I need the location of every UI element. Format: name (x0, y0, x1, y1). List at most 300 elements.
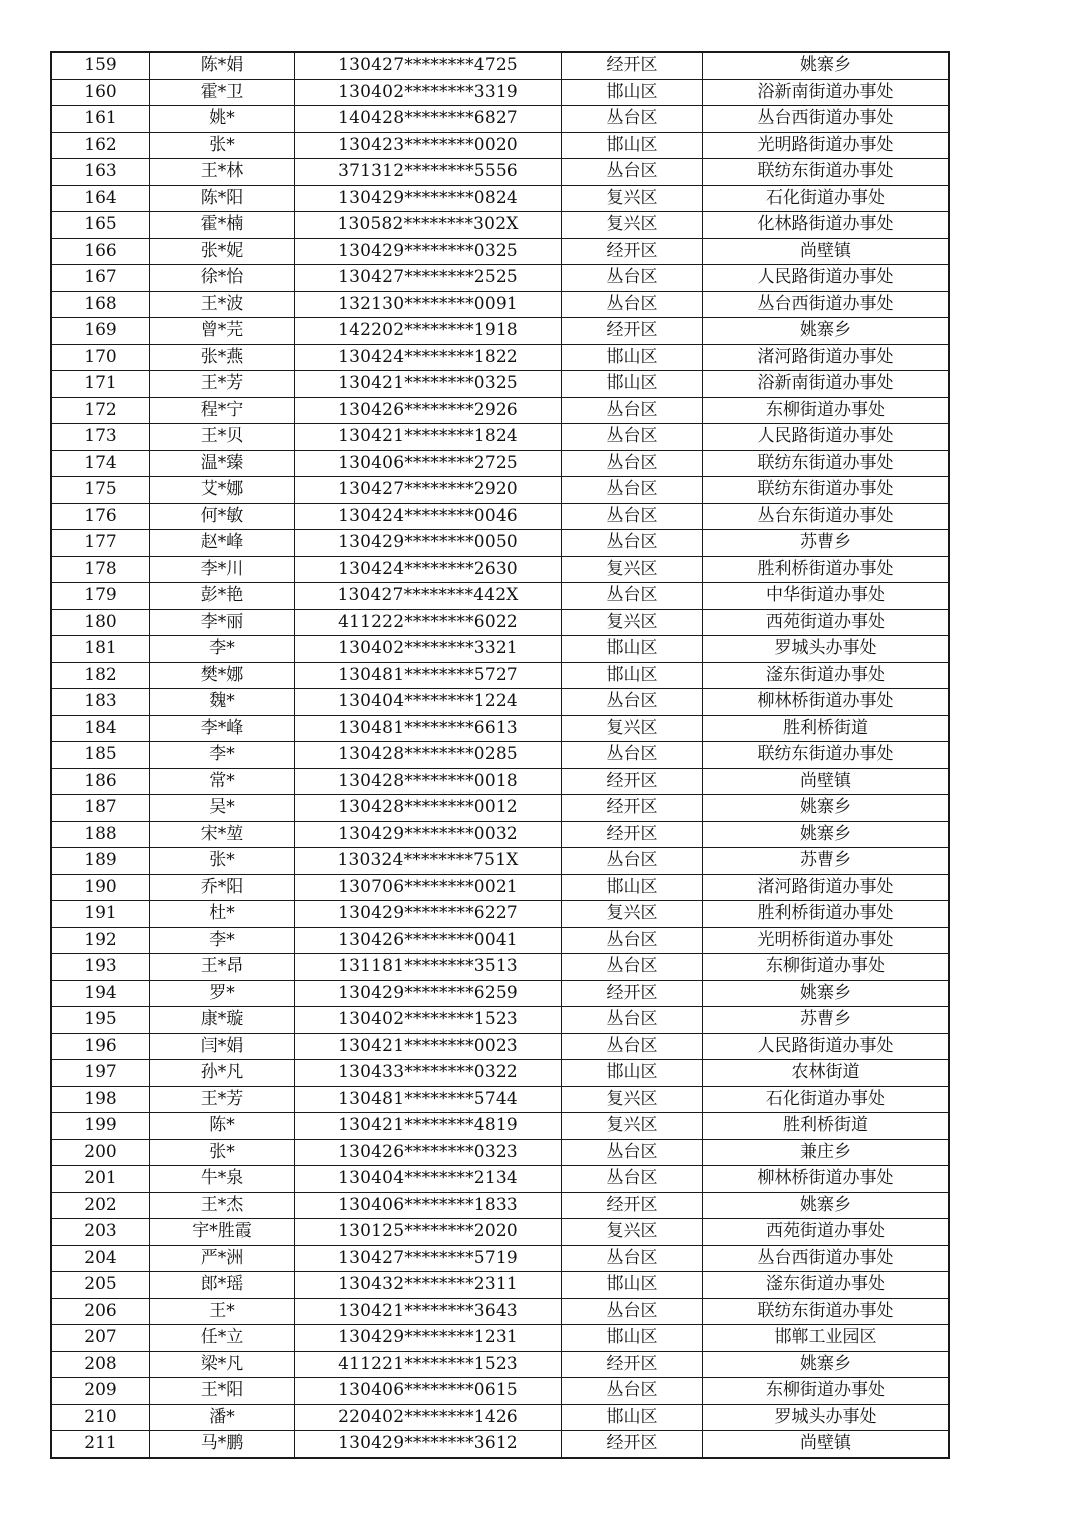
id-number-cell: 130404********1224 (295, 689, 562, 716)
district-cell: 邯山区 (562, 1404, 703, 1431)
id-number-cell: 411221********1523 (295, 1351, 562, 1378)
street-cell: 姚寨乡 (703, 52, 950, 79)
district-cell: 邯山区 (562, 132, 703, 159)
street-cell: 浴新南街道办事处 (703, 79, 950, 106)
row-number-cell: 209 (51, 1378, 150, 1405)
district-cell: 丛台区 (562, 424, 703, 451)
district-cell: 邯山区 (562, 79, 703, 106)
id-number-cell: 130426********0041 (295, 927, 562, 954)
table-row (51, 1298, 949, 1325)
id-number-cell: 142202********1918 (295, 318, 562, 345)
district-cell: 丛台区 (562, 159, 703, 186)
row-number-cell: 177 (51, 530, 150, 557)
row-number-cell: 193 (51, 954, 150, 981)
street-cell: 姚寨乡 (703, 1192, 950, 1219)
id-number-cell: 130429********0325 (295, 238, 562, 265)
district-cell: 丛台区 (562, 583, 703, 610)
district-cell: 丛台区 (562, 742, 703, 769)
street-cell: 柳林桥街道办事处 (703, 1166, 950, 1193)
table-row (51, 927, 949, 954)
id-number-cell: 411222********6022 (295, 609, 562, 636)
row-number-cell: 178 (51, 556, 150, 583)
id-number-cell: 130429********6259 (295, 980, 562, 1007)
row-number-cell: 192 (51, 927, 150, 954)
table-row (51, 318, 949, 345)
street-cell: 苏曹乡 (703, 848, 950, 875)
row-number-cell: 169 (51, 318, 150, 345)
table-row (51, 477, 949, 504)
id-number-cell: 130429********0050 (295, 530, 562, 557)
row-number-cell: 164 (51, 185, 150, 212)
row-number-cell: 176 (51, 503, 150, 530)
street-cell: 人民路街道办事处 (703, 424, 950, 451)
table-row (51, 874, 949, 901)
id-number-cell: 130421********1824 (295, 424, 562, 451)
id-number-cell: 130427********2920 (295, 477, 562, 504)
street-cell: 东柳街道办事处 (703, 954, 950, 981)
row-number-cell: 165 (51, 212, 150, 239)
name-cell: 李*丽 (150, 609, 295, 636)
street-cell: 滏东街道办事处 (703, 662, 950, 689)
row-number-cell: 182 (51, 662, 150, 689)
street-cell: 罗城头办事处 (703, 1404, 950, 1431)
name-cell: 吴* (150, 795, 295, 822)
id-number-cell: 131181********3513 (295, 954, 562, 981)
district-cell: 经开区 (562, 52, 703, 79)
street-cell: 丛台西街道办事处 (703, 291, 950, 318)
row-number-cell: 170 (51, 344, 150, 371)
table-row (51, 530, 949, 557)
row-number-cell: 160 (51, 79, 150, 106)
table-row (51, 1351, 949, 1378)
district-cell: 复兴区 (562, 1086, 703, 1113)
id-number-cell: 130421********0325 (295, 371, 562, 398)
name-cell: 康*璇 (150, 1007, 295, 1034)
name-cell: 张* (150, 1139, 295, 1166)
row-number-cell: 208 (51, 1351, 150, 1378)
street-cell: 兼庄乡 (703, 1139, 950, 1166)
id-number-cell: 130427********2525 (295, 265, 562, 292)
table-row (51, 1086, 949, 1113)
name-cell: 徐*怡 (150, 265, 295, 292)
street-cell: 农林街道 (703, 1060, 950, 1087)
street-cell: 胜利桥街道办事处 (703, 901, 950, 928)
id-number-cell: 130432********2311 (295, 1272, 562, 1299)
row-number-cell: 163 (51, 159, 150, 186)
table-row (51, 503, 949, 530)
table-row (51, 1431, 949, 1458)
street-cell: 中华街道办事处 (703, 583, 950, 610)
table-row (51, 636, 949, 663)
row-number-cell: 205 (51, 1272, 150, 1299)
table-row (51, 583, 949, 610)
street-cell: 联纺东街道办事处 (703, 1298, 950, 1325)
street-cell: 西苑街道办事处 (703, 1219, 950, 1246)
district-cell: 丛台区 (562, 477, 703, 504)
street-cell: 滏东街道办事处 (703, 1272, 950, 1299)
name-cell: 常* (150, 768, 295, 795)
id-number-cell: 140428********6827 (295, 106, 562, 133)
row-number-cell: 168 (51, 291, 150, 318)
row-number-cell: 175 (51, 477, 150, 504)
row-number-cell: 189 (51, 848, 150, 875)
name-cell: 王*林 (150, 159, 295, 186)
name-cell: 赵*峰 (150, 530, 295, 557)
name-cell: 李* (150, 927, 295, 954)
table-row (51, 450, 949, 477)
row-number-cell: 174 (51, 450, 150, 477)
row-number-cell: 161 (51, 106, 150, 133)
row-number-cell: 172 (51, 397, 150, 424)
id-number-cell: 130421********0023 (295, 1033, 562, 1060)
district-cell: 丛台区 (562, 848, 703, 875)
name-cell: 程*宁 (150, 397, 295, 424)
table-row (51, 344, 949, 371)
name-cell: 樊*娜 (150, 662, 295, 689)
street-cell: 苏曹乡 (703, 1007, 950, 1034)
table-row (51, 1166, 949, 1193)
table-row (51, 848, 949, 875)
row-number-cell: 166 (51, 238, 150, 265)
row-number-cell: 183 (51, 689, 150, 716)
name-cell: 罗* (150, 980, 295, 1007)
district-cell: 邯山区 (562, 371, 703, 398)
name-cell: 霍*卫 (150, 79, 295, 106)
table-row (51, 185, 949, 212)
id-number-cell: 130426********2926 (295, 397, 562, 424)
row-number-cell: 173 (51, 424, 150, 451)
street-cell: 联纺东街道办事处 (703, 450, 950, 477)
table-row (51, 397, 949, 424)
district-cell: 丛台区 (562, 106, 703, 133)
row-number-cell: 191 (51, 901, 150, 928)
street-cell: 联纺东街道办事处 (703, 477, 950, 504)
row-number-cell: 171 (51, 371, 150, 398)
roster-table (50, 51, 950, 1459)
table-row (51, 1404, 949, 1431)
district-cell: 复兴区 (562, 1113, 703, 1140)
id-number-cell: 130402********3319 (295, 79, 562, 106)
row-number-cell: 167 (51, 265, 150, 292)
name-cell: 杜* (150, 901, 295, 928)
id-number-cell: 130429********0824 (295, 185, 562, 212)
row-number-cell: 188 (51, 821, 150, 848)
district-cell: 经开区 (562, 318, 703, 345)
district-cell: 丛台区 (562, 1033, 703, 1060)
street-cell: 姚寨乡 (703, 795, 950, 822)
district-cell: 丛台区 (562, 1245, 703, 1272)
name-cell: 李* (150, 742, 295, 769)
row-number-cell: 181 (51, 636, 150, 663)
district-cell: 丛台区 (562, 689, 703, 716)
district-cell: 丛台区 (562, 1298, 703, 1325)
id-number-cell: 130402********3321 (295, 636, 562, 663)
name-cell: 姚* (150, 106, 295, 133)
district-cell: 丛台区 (562, 1139, 703, 1166)
id-number-cell: 130582********302X (295, 212, 562, 239)
name-cell: 王*芳 (150, 371, 295, 398)
district-cell: 丛台区 (562, 291, 703, 318)
id-number-cell: 130424********1822 (295, 344, 562, 371)
name-cell: 张* (150, 132, 295, 159)
street-cell: 光明桥街道办事处 (703, 927, 950, 954)
street-cell: 渚河路街道办事处 (703, 344, 950, 371)
id-number-cell: 130427********442X (295, 583, 562, 610)
row-number-cell: 185 (51, 742, 150, 769)
id-number-cell: 130423********0020 (295, 132, 562, 159)
id-number-cell: 130706********0021 (295, 874, 562, 901)
row-number-cell: 199 (51, 1113, 150, 1140)
street-cell: 石化街道办事处 (703, 185, 950, 212)
name-cell: 马*鹏 (150, 1431, 295, 1458)
street-cell: 丛台西街道办事处 (703, 1245, 950, 1272)
id-number-cell: 132130********0091 (295, 291, 562, 318)
table-row (51, 662, 949, 689)
table-row (51, 1219, 949, 1246)
id-number-cell: 130428********0012 (295, 795, 562, 822)
district-cell: 邯山区 (562, 636, 703, 663)
district-cell: 丛台区 (562, 1166, 703, 1193)
street-cell: 浴新南街道办事处 (703, 371, 950, 398)
id-number-cell: 130429********0032 (295, 821, 562, 848)
row-number-cell: 206 (51, 1298, 150, 1325)
district-cell: 经开区 (562, 768, 703, 795)
id-number-cell: 130324********751X (295, 848, 562, 875)
district-cell: 邯山区 (562, 874, 703, 901)
row-number-cell: 211 (51, 1431, 150, 1458)
name-cell: 闫*娟 (150, 1033, 295, 1060)
id-number-cell: 130125********2020 (295, 1219, 562, 1246)
id-number-cell: 130402********1523 (295, 1007, 562, 1034)
row-number-cell: 159 (51, 52, 150, 79)
row-number-cell: 194 (51, 980, 150, 1007)
street-cell: 丛台西街道办事处 (703, 106, 950, 133)
street-cell: 尚壁镇 (703, 238, 950, 265)
table-row (51, 291, 949, 318)
street-cell: 丛台东街道办事处 (703, 503, 950, 530)
table-row (51, 901, 949, 928)
district-cell: 复兴区 (562, 901, 703, 928)
name-cell: 张*燕 (150, 344, 295, 371)
street-cell: 光明路街道办事处 (703, 132, 950, 159)
table-row (51, 1245, 949, 1272)
street-cell: 尚壁镇 (703, 768, 950, 795)
district-cell: 邯山区 (562, 344, 703, 371)
street-cell: 罗城头办事处 (703, 636, 950, 663)
district-cell: 经开区 (562, 821, 703, 848)
row-number-cell: 190 (51, 874, 150, 901)
id-number-cell: 371312********5556 (295, 159, 562, 186)
table-row (51, 424, 949, 451)
street-cell: 姚寨乡 (703, 980, 950, 1007)
table-row (51, 79, 949, 106)
street-cell: 东柳街道办事处 (703, 1378, 950, 1405)
district-cell: 经开区 (562, 1351, 703, 1378)
name-cell: 潘* (150, 1404, 295, 1431)
district-cell: 丛台区 (562, 1378, 703, 1405)
street-cell: 联纺东街道办事处 (703, 159, 950, 186)
table-row (51, 768, 949, 795)
row-number-cell: 197 (51, 1060, 150, 1087)
district-cell: 经开区 (562, 1192, 703, 1219)
id-number-cell: 130427********4725 (295, 52, 562, 79)
table-row (51, 980, 949, 1007)
name-cell: 彭*艳 (150, 583, 295, 610)
table-row (51, 1139, 949, 1166)
name-cell: 魏* (150, 689, 295, 716)
id-number-cell: 130429********6227 (295, 901, 562, 928)
district-cell: 丛台区 (562, 397, 703, 424)
id-number-cell: 130481********5727 (295, 662, 562, 689)
table-row (51, 1060, 949, 1087)
table-row (51, 1007, 949, 1034)
street-cell: 胜利桥街道 (703, 715, 950, 742)
row-number-cell: 210 (51, 1404, 150, 1431)
table-row (51, 371, 949, 398)
row-number-cell: 201 (51, 1166, 150, 1193)
id-number-cell: 130421********4819 (295, 1113, 562, 1140)
id-number-cell: 130427********5719 (295, 1245, 562, 1272)
table-row (51, 52, 949, 79)
table-row (51, 715, 949, 742)
row-number-cell: 198 (51, 1086, 150, 1113)
name-cell: 李* (150, 636, 295, 663)
district-cell: 复兴区 (562, 212, 703, 239)
id-number-cell: 130406********1833 (295, 1192, 562, 1219)
name-cell: 任*立 (150, 1325, 295, 1352)
row-number-cell: 186 (51, 768, 150, 795)
table-row (51, 1272, 949, 1299)
street-cell: 邯郸工业园区 (703, 1325, 950, 1352)
row-number-cell: 195 (51, 1007, 150, 1034)
name-cell: 张*妮 (150, 238, 295, 265)
row-number-cell: 200 (51, 1139, 150, 1166)
id-number-cell: 130429********1231 (295, 1325, 562, 1352)
row-number-cell: 184 (51, 715, 150, 742)
table-row (51, 265, 949, 292)
row-number-cell: 162 (51, 132, 150, 159)
street-cell: 姚寨乡 (703, 1351, 950, 1378)
district-cell: 邯山区 (562, 662, 703, 689)
row-number-cell: 202 (51, 1192, 150, 1219)
id-number-cell: 130481********6613 (295, 715, 562, 742)
name-cell: 王*杰 (150, 1192, 295, 1219)
table-row (51, 556, 949, 583)
district-cell: 邯山区 (562, 1325, 703, 1352)
table-row (51, 1325, 949, 1352)
district-cell: 丛台区 (562, 503, 703, 530)
table-row (51, 795, 949, 822)
street-cell: 尚壁镇 (703, 1431, 950, 1458)
name-cell: 孙*凡 (150, 1060, 295, 1087)
street-cell: 人民路街道办事处 (703, 1033, 950, 1060)
name-cell: 郎*瑶 (150, 1272, 295, 1299)
name-cell: 王*芳 (150, 1086, 295, 1113)
table-row (51, 954, 949, 981)
name-cell: 乔*阳 (150, 874, 295, 901)
table-row (51, 1192, 949, 1219)
street-cell: 胜利桥街道 (703, 1113, 950, 1140)
street-cell: 渚河路街道办事处 (703, 874, 950, 901)
id-number-cell: 130433********0322 (295, 1060, 562, 1087)
street-cell: 人民路街道办事处 (703, 265, 950, 292)
name-cell: 陈*娟 (150, 52, 295, 79)
district-cell: 丛台区 (562, 265, 703, 292)
street-cell: 姚寨乡 (703, 821, 950, 848)
row-number-cell: 179 (51, 583, 150, 610)
id-number-cell: 130428********0018 (295, 768, 562, 795)
street-cell: 胜利桥街道办事处 (703, 556, 950, 583)
row-number-cell: 207 (51, 1325, 150, 1352)
row-number-cell: 203 (51, 1219, 150, 1246)
table-row (51, 1033, 949, 1060)
name-cell: 宇*胜霞 (150, 1219, 295, 1246)
district-cell: 邯山区 (562, 1060, 703, 1087)
district-cell: 丛台区 (562, 927, 703, 954)
name-cell: 温*臻 (150, 450, 295, 477)
district-cell: 复兴区 (562, 1219, 703, 1246)
name-cell: 宋*堃 (150, 821, 295, 848)
id-number-cell: 130404********2134 (295, 1166, 562, 1193)
name-cell: 严*洲 (150, 1245, 295, 1272)
name-cell: 王*波 (150, 291, 295, 318)
row-number-cell: 187 (51, 795, 150, 822)
street-cell: 苏曹乡 (703, 530, 950, 557)
street-cell: 联纺东街道办事处 (703, 742, 950, 769)
id-number-cell: 130424********0046 (295, 503, 562, 530)
street-cell: 西苑街道办事处 (703, 609, 950, 636)
street-cell: 姚寨乡 (703, 318, 950, 345)
id-number-cell: 130429********3612 (295, 1431, 562, 1458)
district-cell: 复兴区 (562, 556, 703, 583)
name-cell: 王*阳 (150, 1378, 295, 1405)
name-cell: 陈* (150, 1113, 295, 1140)
district-cell: 丛台区 (562, 530, 703, 557)
street-cell: 化林路街道办事处 (703, 212, 950, 239)
table-row (51, 238, 949, 265)
name-cell: 王*昂 (150, 954, 295, 981)
id-number-cell: 130426********0323 (295, 1139, 562, 1166)
name-cell: 王* (150, 1298, 295, 1325)
table-row (51, 821, 949, 848)
table-row (51, 1113, 949, 1140)
district-cell: 经开区 (562, 238, 703, 265)
name-cell: 艾*娜 (150, 477, 295, 504)
id-number-cell: 130421********3643 (295, 1298, 562, 1325)
district-cell: 复兴区 (562, 185, 703, 212)
street-cell: 柳林桥街道办事处 (703, 689, 950, 716)
district-cell: 丛台区 (562, 1007, 703, 1034)
table-row (51, 742, 949, 769)
table-row (51, 689, 949, 716)
name-cell: 张* (150, 848, 295, 875)
district-cell: 丛台区 (562, 450, 703, 477)
district-cell: 复兴区 (562, 609, 703, 636)
id-number-cell: 130428********0285 (295, 742, 562, 769)
table-row (51, 159, 949, 186)
street-cell: 东柳街道办事处 (703, 397, 950, 424)
name-cell: 李*川 (150, 556, 295, 583)
table-row (51, 106, 949, 133)
id-number-cell: 130424********2630 (295, 556, 562, 583)
district-cell: 邯山区 (562, 1272, 703, 1299)
district-cell: 经开区 (562, 1431, 703, 1458)
roster-table-body (51, 52, 949, 1458)
table-row (51, 132, 949, 159)
name-cell: 曾*芫 (150, 318, 295, 345)
name-cell: 李*峰 (150, 715, 295, 742)
row-number-cell: 196 (51, 1033, 150, 1060)
